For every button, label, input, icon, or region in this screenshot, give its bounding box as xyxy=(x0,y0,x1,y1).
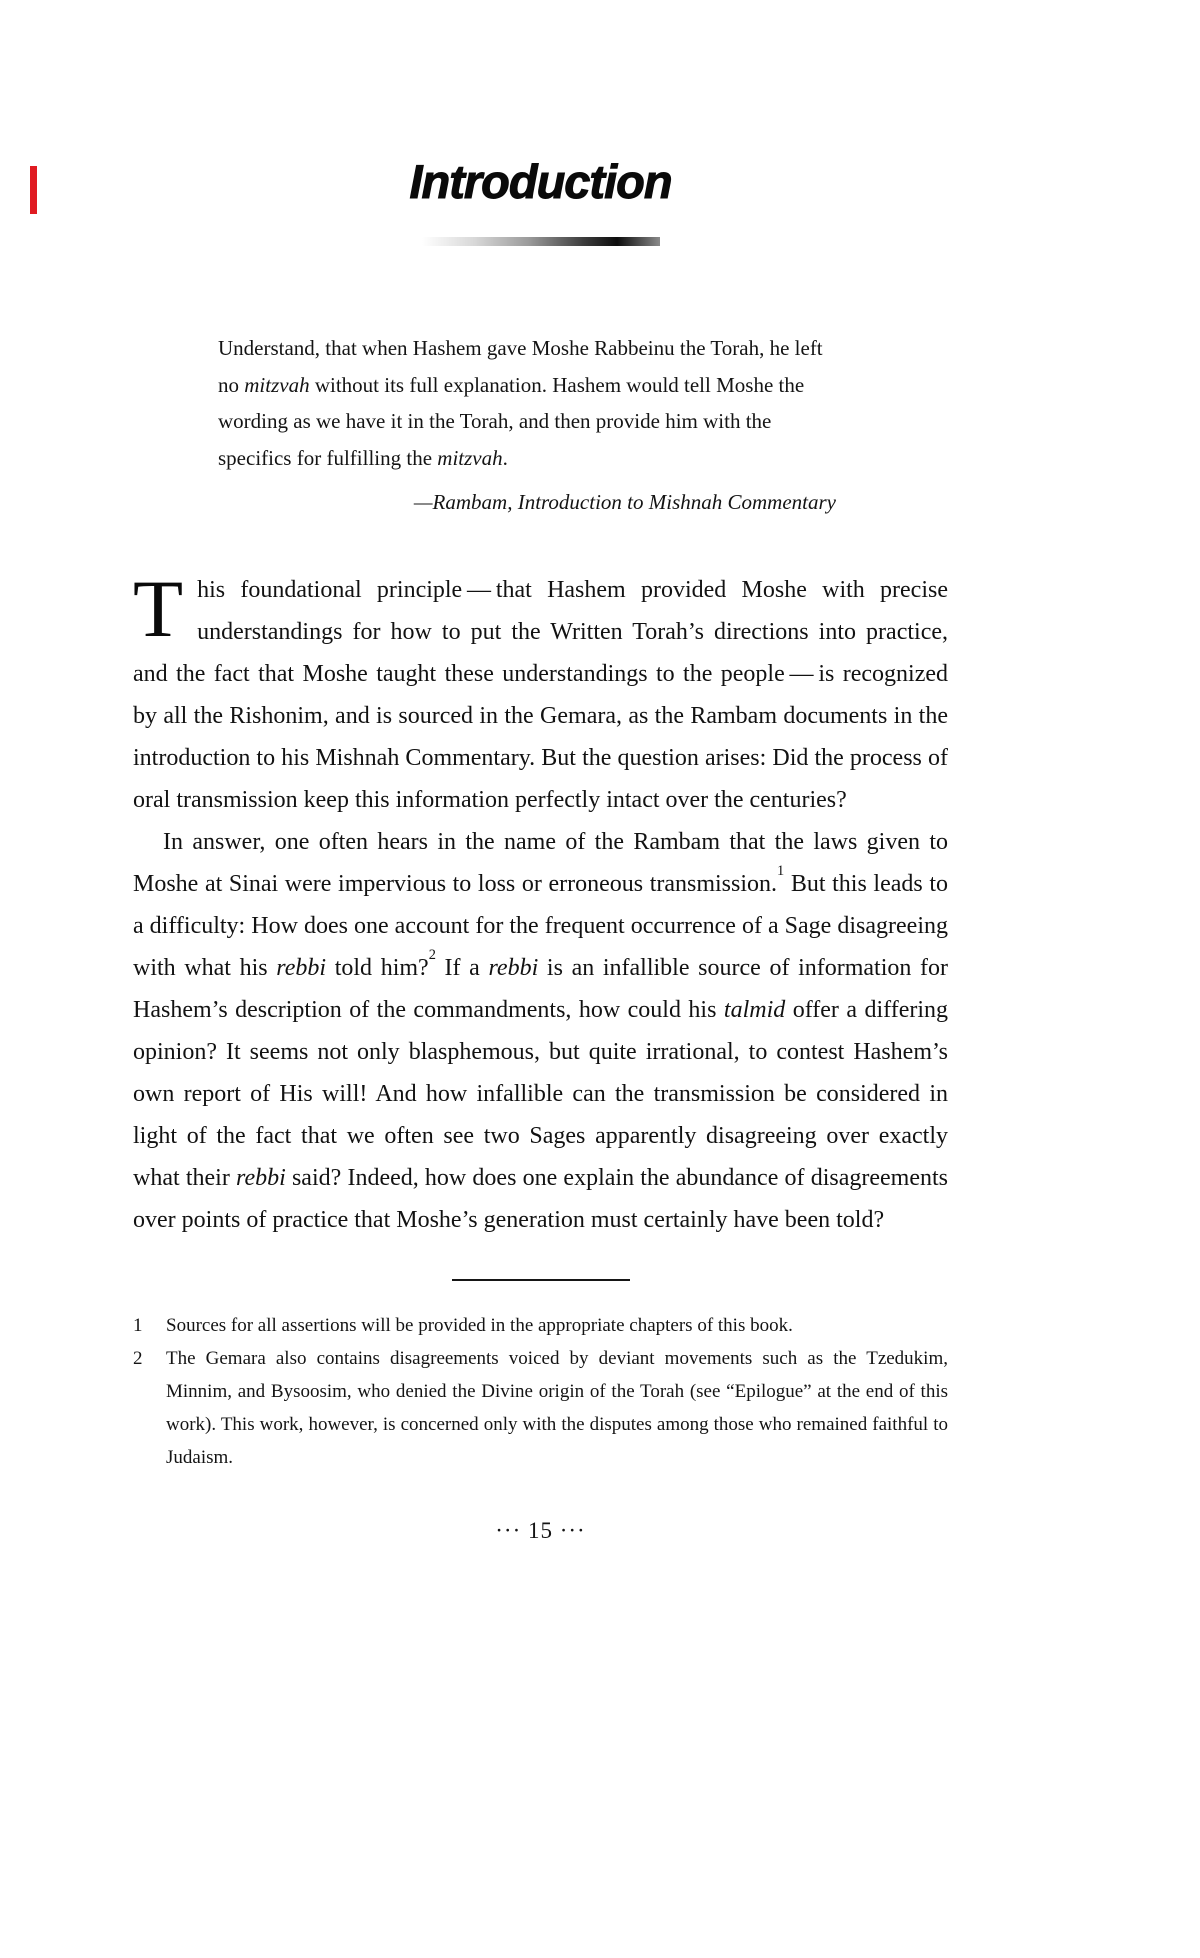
footnotes-section xyxy=(133,1309,948,1474)
body-paragraph-2: In answer, one often hears in the name of the Rambam that the laws given to Moshe at Sinai were impervious to loss or erroneous transmission.$^1$ But this leads to a difficulty: How does one account for the frequent occurrence of a Sage disagreeing with what his rebbi told him?$^2$ If a rebbi is an infallible source of information for Hashem’s description of the commandments, how could his talmid offer a differing opinion? It seems not only blasphemous, but quite irrational, to contest Hashem’s own report of His will! And how infallible can the transmission be considered in light of the fact that we often see two Sages apparently disagreeing over exactly what their rebbi said? Indeed, how does one explain the abundance of disagreements over points of practice that Moshe’s generation must certainly have been told? xyxy=(133,829,949,1234)
body-paragraph-1-text: his foundational principle — that Hashem provided Moshe with precise understandings for how to put the Written Torah’s directions into practice, and the fact that Moshe taught these understandings to the people — is recognized by all the Rishonim, and is sourced in the Gemara, as the Rambam documents in the introduction to his Mishnah Commentary. But the question arises: Did the process of oral transmission keep this information perfectly intact over the centuries? xyxy=(133,577,948,814)
footnote-1-text: Sources for all assertions will be provided in the appropriate chapters of this book. xyxy=(166,1315,793,1337)
footnote-2-number: 2 xyxy=(133,1348,143,1370)
epigraph-attribution: —Rambam, Introduction to Mishnah Commentary xyxy=(413,490,836,515)
footnote-2-text: The Gemara also contains disagreements voiced by deviant movements such as the Tzedukim, Minnim, and Bysoosim, who denied the Divine origin of the Torah (see “Epilogue” at the end of this work). This work, however, is concerned only with the disputes among those who remained faithful to Judaism. xyxy=(166,1348,948,1469)
chapter-title: Introduction xyxy=(409,155,672,208)
body-text xyxy=(133,563,949,1241)
dropcap-letter: T xyxy=(133,563,184,655)
red-edge-mark xyxy=(30,166,37,214)
title-underline-gradient xyxy=(422,237,660,246)
footnote-1-number: 1 xyxy=(133,1315,143,1337)
text-column xyxy=(133,155,949,1544)
page-number: ··· 15 ··· xyxy=(495,1518,586,1544)
footnote-separator-rule xyxy=(452,1279,630,1281)
book-page xyxy=(0,155,1200,1958)
footnote-1 xyxy=(133,1309,948,1342)
footnote-2 xyxy=(133,1342,948,1474)
body-paragraph-1 xyxy=(133,563,948,821)
epigraph-quote: Understand, that when Hashem gave Moshe Rabbeinu the Torah, he left no mitzvah without its full explanation. Hashem would tell Moshe the wording as we have it in the Torah, and then provide him with the specifics for fulfilling the mitzvah. xyxy=(218,336,823,470)
